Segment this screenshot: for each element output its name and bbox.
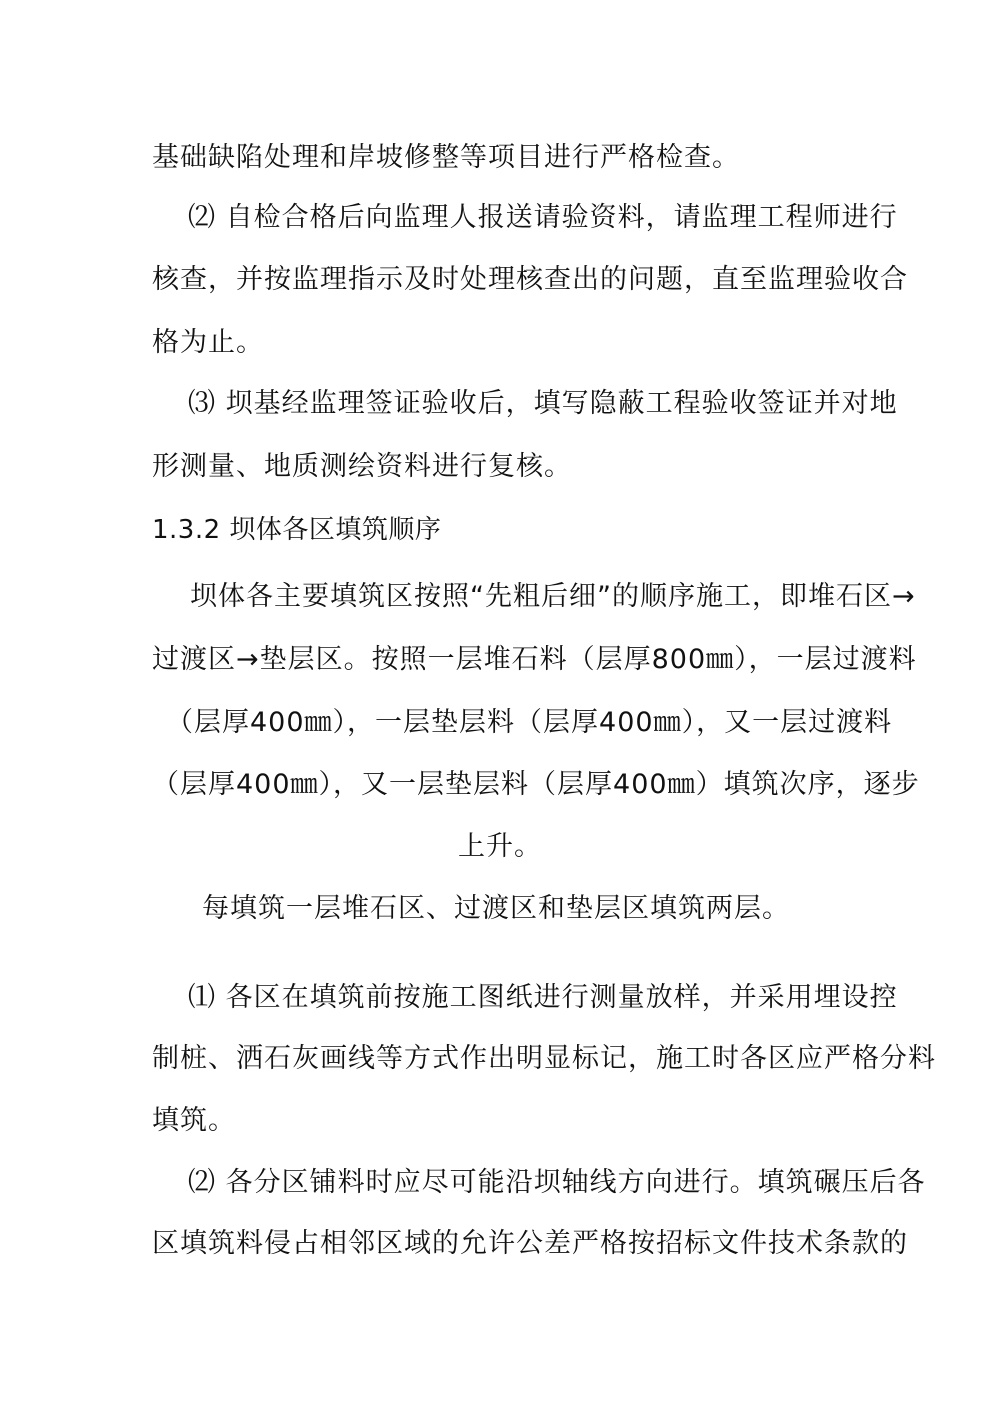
paragraph-line: 形测量、地质测绘资料进行复核。 <box>152 451 572 482</box>
paragraph-line: 制桩、洒石灰画线等方式作出明显标记，施工时各区应严格分料 <box>152 1043 936 1074</box>
paragraph-line: 区填筑料侵占相邻区域的允许公差严格按招标文件技术条款的 <box>152 1228 908 1259</box>
paragraph-line: 过渡区→垫层区。按照一层堆石料（层厚800㎜），一层过渡料 <box>152 644 917 675</box>
paragraph-line: 填筑。 <box>152 1105 236 1136</box>
paragraph-line: ⑶ 坝基经监理签证验收后，填写隐蔽工程验收签证并对地 <box>188 388 898 419</box>
paragraph-line: （层厚400㎜），又一层垫层料（层厚400㎜）填筑次序，逐步 <box>152 769 920 800</box>
paragraph-line: ⑵ 各分区铺料时应尽可能沿坝轴线方向进行。填筑碾压后各 <box>188 1167 926 1198</box>
paragraph-line: 每填筑一层堆石区、过渡区和垫层区填筑两层。 <box>202 893 790 924</box>
paragraph-line: （层厚400㎜），一层垫层料（层厚400㎜），又一层过渡料 <box>166 707 893 738</box>
paragraph-line: 坝体各主要填筑区按照“先粗后细”的顺序施工，即堆石区→ <box>190 581 916 612</box>
paragraph-line: 上升。 <box>458 831 542 862</box>
paragraph-line: ⑵ 自检合格后向监理人报送请验资料，请监理工程师进行 <box>188 202 898 233</box>
section-heading: 1.3.2 坝体各区填筑顺序 <box>152 515 442 545</box>
paragraph-line: ⑴ 各区在填筑前按施工图纸进行测量放样，并采用埋设控 <box>188 982 898 1013</box>
paragraph-line: 核查，并按监理指示及时处理核查出的问题，直至监理验收合 <box>152 264 908 295</box>
paragraph-line: 基础缺陷处理和岸坡修整等项目进行严格检查。 <box>152 142 740 173</box>
paragraph-line: 格为止。 <box>152 327 264 358</box>
